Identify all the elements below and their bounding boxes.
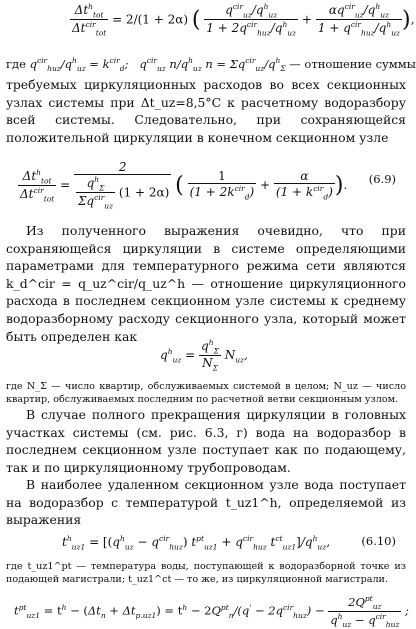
paragraph-3: В случае полного прекращения циркуляции в головных участках системы (см. рис. 6.3, г) вода на водоразбор в последнем секционном узле поступает как по подающему, так и по циркуляционному трубопроводам. bbox=[6, 407, 406, 475]
paragraph-4: В наиболее удаленном секционном узле вода поступает на водоразбор с температурой t_uz1^h, определяемой из выражения bbox=[6, 477, 406, 528]
equation-number-6-9: (6.9) bbox=[368, 172, 396, 186]
formula-top: $\frac{\Delta t^h_{tot}}{\Delta t^{cir}_{tot}}$ = 2/(1 + 2α) ( $\frac{q^{cir}_{uz}/q^h_{uz}}{1 + 2q^{cir}_{huz}/q^h_{uz}}$ + $\frac{\alpha q^{cir}_{uz}/q^h_{uz}}{1 + q^{cir}_{huz}/q^h_{uz}}$ ), bbox=[72, 2, 415, 38]
formula-quz: $q^h_{uz}$ = $\frac{q^h_\Sigma}{N_\Sigma}$ $N_{uz}$, bbox=[160, 338, 248, 373]
formula-bottom: $t^{pt}_{uz1} = t^h - (\Delta t_n + \Delta t_{p.uz1}) = t^h - 2Q^{pt}_n/(q' - 2q^{cir}_{huz})$ − $\frac{2Q^{pt}_{uz}}{q^h_{uz} - q^{cir}_{huz}}$ ; bbox=[14, 594, 409, 629]
formula-6-10: $t^h_{uz1} = [(q^h_{uz} - q^{cir}_{huz}) t^{pt}_{uz1} + q^{cir}_{huz}$ $t^{ct}_{uz1}]/q^h_{uz}$, (6.10) bbox=[62, 534, 396, 552]
footnote-1: где N_Σ — число квартир, обслуживаемых системой в целом; N_uz — число квартир, обслуживаемых последним по расчетной ветви секционным узлом. bbox=[6, 381, 406, 405]
formula-6-9: $\frac{\Delta t^h_{tot}}{\Delta t^{cir}_{tot}}$ = 2 $\frac{q^h_\Sigma}{\Sigma q^{cir}_{uz}}$ (1 + 2α) ( $\frac{1}{(1 + 2k^{cir}_d)}$ + $\frac{\alpha}{(1 + k^{cir}_d)}$ ). (6.9) bbox=[20, 160, 396, 211]
where-line-1: где $q^{cir}_{huz}/q^h_{uz} = k^{cir}_d$; $q^{cir}_{uz}$ $n/q^h_{uz}$ $n = \Sigma q^{cir}_{uz}/q^h_\Sigma$ — отношение суммы bbox=[6, 56, 416, 74]
equation-number-6-10: (6.10) bbox=[361, 534, 396, 548]
footnote-2: где t_uz1^pt — температура воды, поступающей к водоразборной точке из подающей магистрали; t_uz1^ct — то же, из циркуляционной магистрали. bbox=[6, 561, 406, 585]
paragraph-2: Из полученного выражения очевидно, что при сохраняющейся циркуляции в системе определяющими параметрами для температурного режима сети являются k_d^cir = q_uz^cir/q_uz^h — отношение циркуляционного расхода в последнем секционном узле системы к среднему водоразборному расходу секционного узла, который может быть определен как bbox=[6, 223, 406, 344]
paragraph-1: требуемых циркуляционных расходов во всех секционных узлах системы при Δt_uz=8,5°С к расчетному водоразбору всей системы. Следовательно, при сохраняющейся положительной циркуляции в конечном секционном узле bbox=[6, 77, 406, 145]
